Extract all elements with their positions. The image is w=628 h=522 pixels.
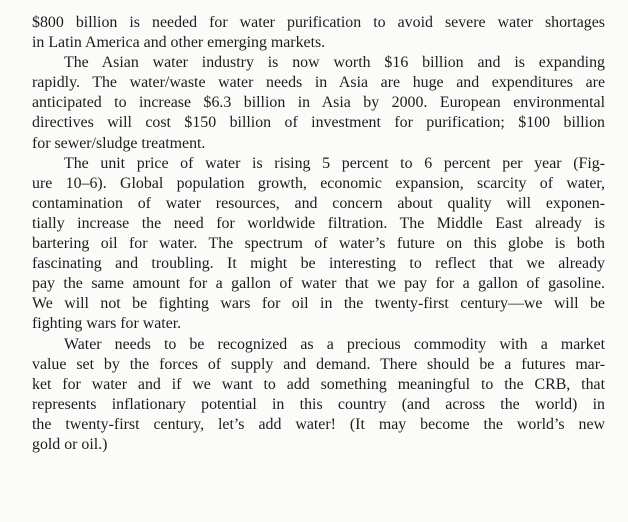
text-line: for sewer/sludge treatment. xyxy=(32,134,206,152)
text-line: gold or oil.) xyxy=(32,435,108,453)
text-line: tially increase the need for worldwide filtration. The Middle East already is xyxy=(32,214,605,232)
text-line: anticipated to increase $6.3 billion in Asia by 2000. European environmental xyxy=(32,94,605,112)
text-line: $800 billion is needed for water purification to avoid severe water shortages xyxy=(32,14,605,31)
text-line: the twenty-first century, let’s add water! (It may become the world’s new xyxy=(32,415,605,433)
text-line: contamination of water resources, and concern about quality will exponen- xyxy=(32,194,605,212)
text-line: fascinating and troubling. It might be interesting to reflect that we already xyxy=(32,255,605,273)
paragraph-1 xyxy=(32,13,605,53)
text-line: rapidly. The water/waste water needs in Asia are huge and expenditures are xyxy=(32,74,605,92)
text-line: Water needs to be recognized as a precious commodity with a market xyxy=(64,335,605,353)
text-line: fighting wars for water. xyxy=(32,315,182,333)
text-line: directives will cost $150 billion of investment for purification; $100 billion xyxy=(32,114,605,132)
text-line: pay the same amount for a gallon of water that we pay for a gallon of gasoline. xyxy=(32,275,605,293)
paragraph-4 xyxy=(32,335,605,456)
text-line: ure 10–6). Global population growth, economic expansion, scarcity of water, xyxy=(32,174,605,192)
text-line: ket for water and if we want to add something meaningful to the CRB, that xyxy=(32,375,605,393)
paragraph-2 xyxy=(32,53,605,153)
text-line: bartering oil for water. The spectrum of water’s future on this globe is both xyxy=(32,235,605,253)
text-line: The unit price of water is rising 5 percent to 6 percent per year (Fig- xyxy=(64,154,605,172)
body-text xyxy=(32,13,605,455)
text-line: We will not be fighting wars for oil in the twenty-first century—we will be xyxy=(32,295,605,313)
text-line: value set by the forces of supply and demand. There should be a futures mar- xyxy=(32,355,605,373)
text-line: in Latin America and other emerging markets. xyxy=(32,34,326,52)
paragraph-3 xyxy=(32,154,605,335)
text-line: The Asian water industry is now worth $16 billion and is expanding xyxy=(64,54,605,72)
text-line: represents inflationary potential in this country (and across the world) in xyxy=(32,395,605,413)
